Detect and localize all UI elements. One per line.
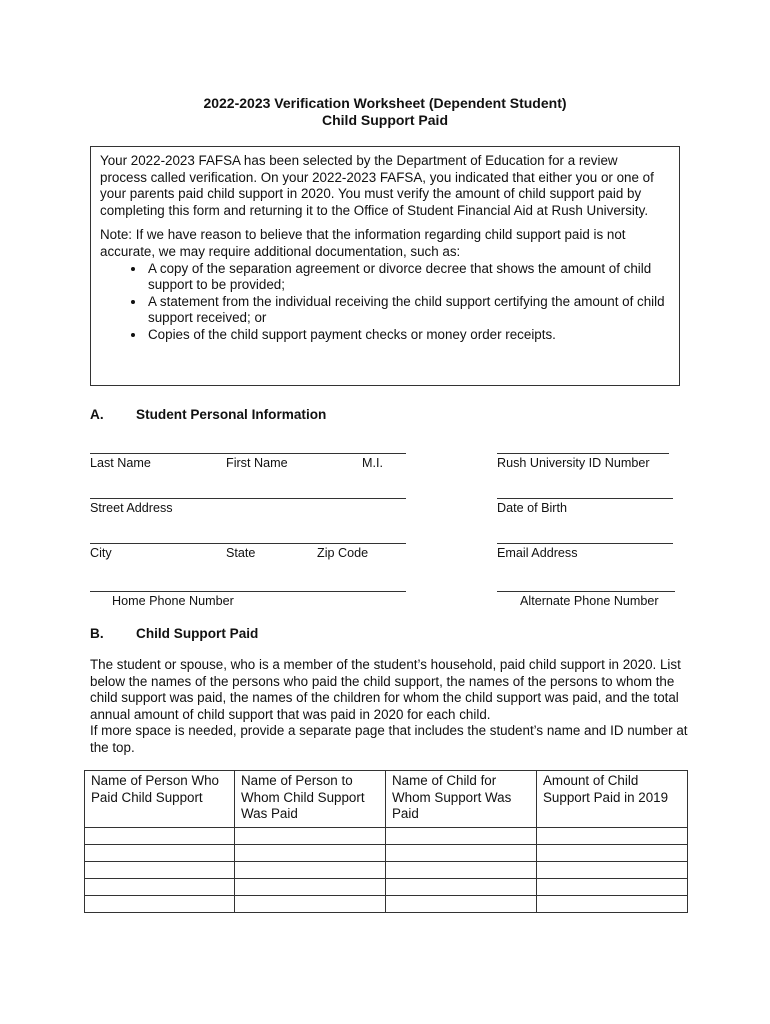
worksheet-title: 2022-2023 Verification Worksheet (Dependent Student) xyxy=(203,95,567,111)
payer-column-header: Name of Person Who Paid Child Support xyxy=(85,771,235,828)
home-phone-label: Home Phone Number xyxy=(112,594,234,608)
section-a-title: Student Personal Information xyxy=(136,407,327,422)
section-b-title: Child Support Paid xyxy=(136,626,259,641)
recipient-column-header: Name of Person to Whom Child Support Was Paid xyxy=(235,771,386,828)
email-input-line[interactable] xyxy=(497,543,673,544)
zip-code-label: Zip Code xyxy=(317,546,369,560)
table-cell[interactable] xyxy=(85,827,235,844)
table-cell[interactable] xyxy=(386,878,537,895)
table-cell[interactable] xyxy=(386,827,537,844)
table-cell[interactable] xyxy=(386,895,537,912)
section-b-letter: B. xyxy=(90,626,104,641)
rush-id-label: Rush University ID Number xyxy=(497,456,650,470)
amount-column-header: Amount of Child Support Paid in 2019 xyxy=(537,771,688,828)
street-address-label: Street Address xyxy=(90,501,173,515)
table-row xyxy=(85,861,688,878)
table-cell[interactable] xyxy=(537,878,688,895)
table-row xyxy=(85,878,688,895)
table-cell[interactable] xyxy=(85,861,235,878)
child-column-header: Name of Child for Whom Support Was Paid xyxy=(386,771,537,828)
rush-id-input-line[interactable] xyxy=(497,453,669,454)
table-cell[interactable] xyxy=(386,861,537,878)
table-cell[interactable] xyxy=(235,844,386,861)
city-state-zip-input-line[interactable] xyxy=(90,543,406,544)
city-label: City xyxy=(90,546,112,560)
table-cell[interactable] xyxy=(386,844,537,861)
state-label: State xyxy=(226,546,256,560)
verification-notice-box xyxy=(90,146,680,386)
street-address-input-line[interactable] xyxy=(90,498,406,499)
child-support-table xyxy=(84,770,688,913)
table-cell[interactable] xyxy=(85,844,235,861)
email-label: Email Address xyxy=(497,546,578,560)
table-row xyxy=(85,827,688,844)
mi-label: M.I. xyxy=(362,456,383,470)
section-b-paragraph: The student or spouse, who is a member of the student’s household, paid child support in 2020. List below the names of the persons who paid the child support, the names of the persons to whom the child support was paid, the names of the children for whom the child support was paid, and the total annual amount of child support that was paid in 2020 for each child. xyxy=(90,657,681,722)
alt-phone-label: Alternate Phone Number xyxy=(520,594,659,608)
first-name-label: First Name xyxy=(226,456,288,470)
table-cell[interactable] xyxy=(537,895,688,912)
table-cell[interactable] xyxy=(235,878,386,895)
table-row xyxy=(85,844,688,861)
notice-intro: Your 2022-2023 FAFSA has been selected by the Department of Education for a review process called verification. On your 2022-2023 FAFSA, you indicated that either you or one of your parents paid child support in 2020. You must verify the amount of child support paid by completing this form and returning it to the Office of Student Financial Aid at Rush University. xyxy=(100,153,654,218)
documentation-item: • Copies of the child support payment checks or money order receipts. xyxy=(146,327,667,344)
documentation-item: • A copy of the separation agreement or divorce decree that shows the amount of child support to be provided; xyxy=(146,261,667,294)
table-header-row xyxy=(85,771,688,828)
table-cell[interactable] xyxy=(85,895,235,912)
name-input-line[interactable] xyxy=(90,453,406,454)
table-cell[interactable] xyxy=(235,861,386,878)
table-cell[interactable] xyxy=(537,861,688,878)
table-cell[interactable] xyxy=(537,827,688,844)
date-of-birth-input-line[interactable] xyxy=(497,498,673,499)
table-cell[interactable] xyxy=(235,895,386,912)
section-a-letter: A. xyxy=(90,407,104,422)
table-row xyxy=(85,895,688,912)
date-of-birth-label: Date of Birth xyxy=(497,501,567,515)
home-phone-input-line[interactable] xyxy=(90,591,406,592)
notice-note: Note: If we have reason to believe that the information regarding child support paid is not accurate, we may require additional documentation, such as: xyxy=(100,227,626,259)
worksheet-subtitle: Child Support Paid xyxy=(322,112,448,128)
last-name-label: Last Name xyxy=(90,456,151,470)
table-cell[interactable] xyxy=(235,827,386,844)
section-b-instructions xyxy=(90,657,690,756)
documentation-list xyxy=(100,261,667,344)
documentation-item: • A statement from the individual receiving the child support certifying the amount of child support received; or xyxy=(146,294,667,327)
alt-phone-input-line[interactable] xyxy=(497,591,675,592)
section-b-paragraph-extra: If more space is needed, provide a separate page that includes the student’s name and ID number at the top. xyxy=(90,723,688,755)
table-cell[interactable] xyxy=(85,878,235,895)
table-cell[interactable] xyxy=(537,844,688,861)
